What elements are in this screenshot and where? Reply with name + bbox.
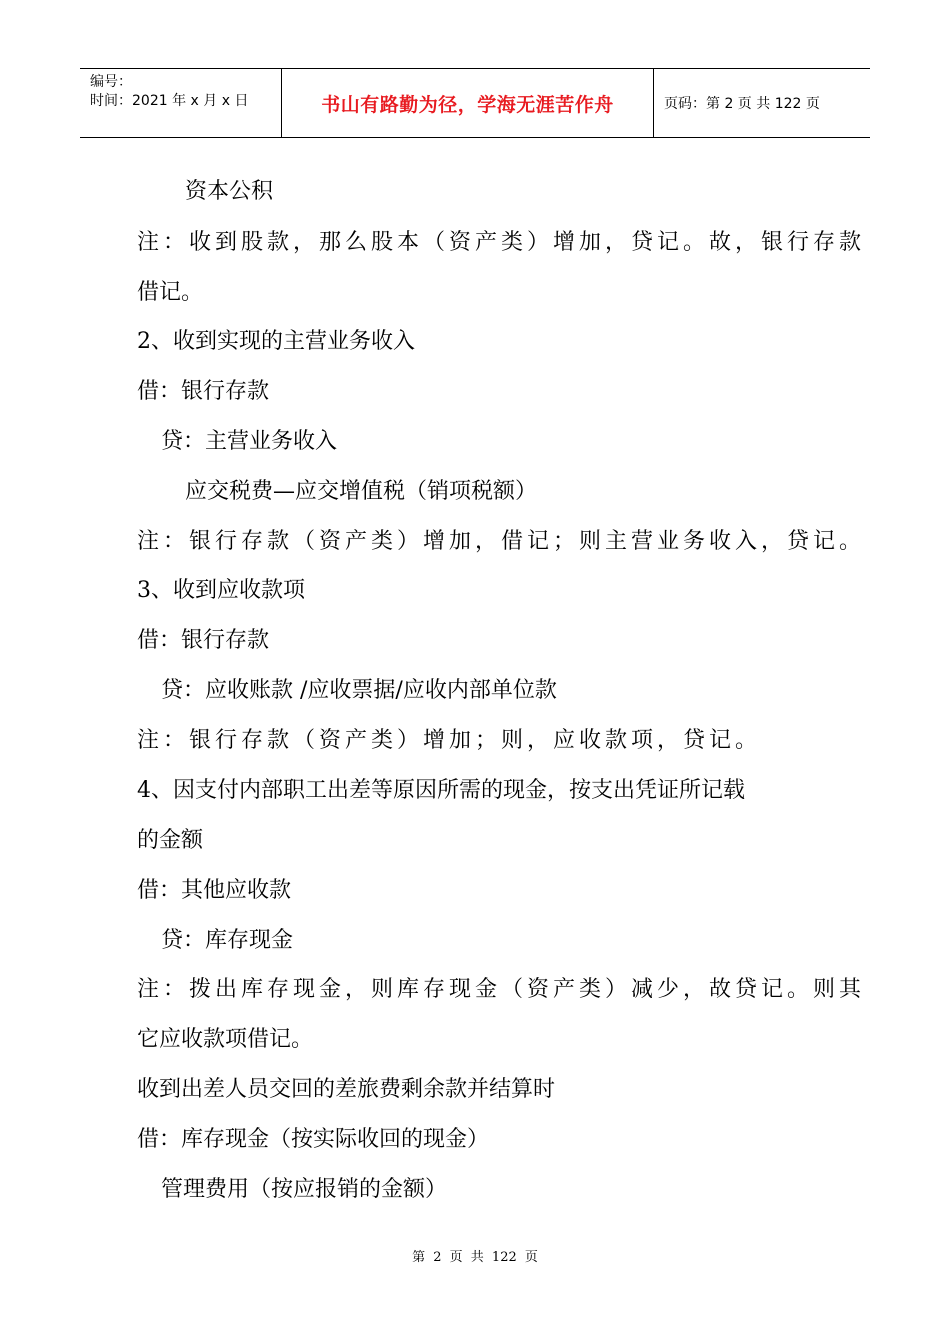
header-time-label: 时间：2021 年 x 月 x 日	[90, 93, 249, 109]
note-line: 注：拨出库存现金，则库存现金（资产类）减少，故贷记。则其	[137, 977, 866, 1002]
debit-line: 借：其他应收款	[137, 878, 292, 903]
header-motto: 书山有路勤为径，学海无涯苦作舟	[282, 69, 654, 137]
debit-line: 借：银行存款	[137, 379, 270, 404]
section-heading: 4、因支付内部职工出差等原因所需的现金，按支出凭证所记载	[137, 778, 745, 803]
debit-line: 借：库存现金（按实际收回的现金）	[137, 1127, 490, 1152]
page-footer: 第 2 页 共 122 页	[412, 1250, 538, 1265]
page-header	[80, 68, 870, 138]
text-line: 应交税费—应交增值税（销项税额）	[185, 479, 538, 504]
note-line: 注：收到股款，那么股本（资产类）增加，贷记。故，银行存款	[137, 230, 866, 255]
text-line: 资本公积	[185, 179, 274, 204]
text-line: 管理费用（按应报销的金额）	[161, 1177, 448, 1202]
credit-line: 贷：库存现金	[161, 928, 294, 953]
text-line: 它应收款项借记。	[137, 1027, 314, 1052]
section-heading: 2、收到实现的主营业务收入	[137, 329, 415, 354]
header-number-label: 编号：	[90, 74, 132, 90]
header-page-info: 页码：第 2 页 共 122 页	[664, 96, 820, 112]
note-line: 注：银行存款（资产类）增加；则，应收款项，贷记。	[137, 728, 762, 753]
debit-line: 借：银行存款	[137, 628, 270, 653]
header-meta	[80, 69, 282, 137]
text-line: 的金额	[137, 828, 204, 853]
credit-line: 贷：主营业务收入	[161, 429, 338, 454]
text-line: 借记。	[137, 280, 204, 305]
credit-line: 贷：应收账款 /应收票据/应收内部单位款	[161, 678, 557, 703]
note-line: 注：银行存款（资产类）增加，借记；则主营业务收入，贷记。	[137, 529, 866, 554]
text-line: 收到出差人员交回的差旅费剩余款并结算时	[137, 1077, 556, 1102]
section-heading: 3、收到应收款项	[137, 578, 305, 603]
